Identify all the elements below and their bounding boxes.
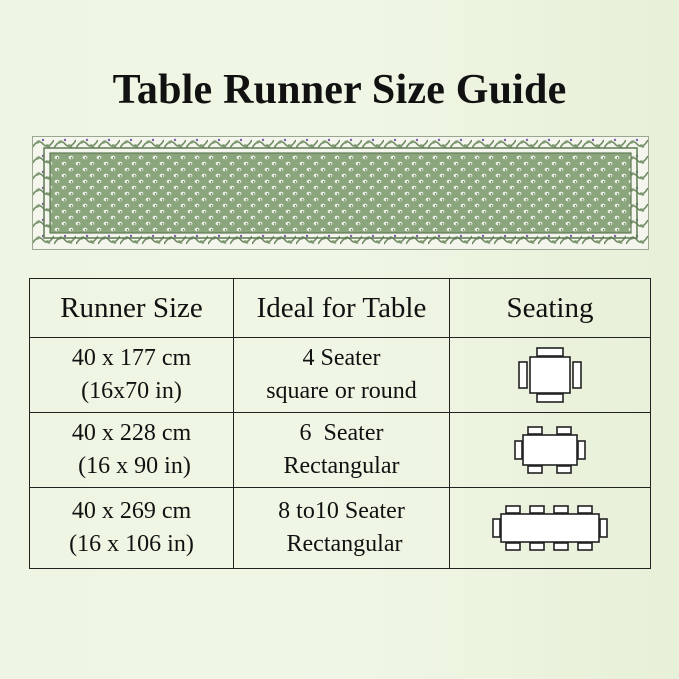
table-seats: 4 Seater <box>302 345 381 371</box>
size-in: (16 x 90 in) <box>72 453 191 479</box>
table-row <box>30 338 651 413</box>
four-seater-table-icon <box>514 345 586 405</box>
size-cm: 40 x 228 cm <box>71 420 192 446</box>
size-in: (16 x 106 in) <box>69 531 194 557</box>
size-cm: 40 x 177 cm <box>71 345 192 371</box>
size-guide-table <box>29 278 651 569</box>
seating-cell <box>450 338 651 413</box>
six-seater-table-icon <box>513 424 587 476</box>
table-runner-image <box>32 136 649 250</box>
size-cm: 40 x 269 cm <box>71 498 192 524</box>
runner-size-cell <box>30 488 234 569</box>
header-runner-size: Runner Size <box>30 279 234 338</box>
seating-cell <box>450 488 651 569</box>
ideal-table-cell <box>234 338 450 413</box>
table-row <box>30 488 651 569</box>
table-seats: 8 to10 Seater <box>278 498 405 524</box>
table-shape: square or round <box>266 378 417 404</box>
size-in: (16x70 in) <box>81 378 182 404</box>
eight-seater-table-icon <box>491 503 609 553</box>
header-ideal-for-table: Ideal for Table <box>234 279 450 338</box>
header-row <box>30 279 651 338</box>
page-title: Table Runner Size Guide <box>112 67 567 113</box>
seating-cell <box>450 413 651 488</box>
header-seating: Seating <box>450 279 651 338</box>
runner-size-cell <box>30 413 234 488</box>
table-shape: Rectangular <box>280 531 403 557</box>
ideal-table-cell <box>234 413 450 488</box>
table-row <box>30 413 651 488</box>
table-seats: 6 Seater <box>299 420 384 446</box>
runner-size-cell <box>30 338 234 413</box>
ideal-table-cell <box>234 488 450 569</box>
table-shape: Rectangular <box>283 453 400 479</box>
